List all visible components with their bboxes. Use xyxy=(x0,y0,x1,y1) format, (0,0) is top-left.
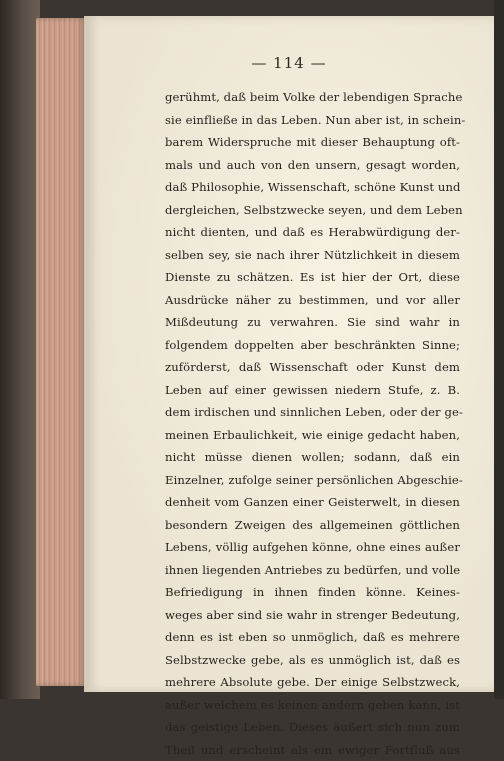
text-line: das geistige Leben. Dieses äußert sich nun zum xyxy=(165,716,460,739)
page-block-edges xyxy=(36,18,86,686)
text-line: Theil und erscheint als ein ewiger Fortfluß aus xyxy=(165,739,460,761)
text-line: Selbstzwecke gebe, als es unmöglich ist, daß es xyxy=(165,649,460,672)
text-line: nicht müsse dienen wollen; sodann, daß ein xyxy=(165,446,460,469)
text-line: denheit vom Ganzen einer Geisterwelt, in diesen xyxy=(165,491,460,514)
text-line: meinen Erbaulichkeit, wie einige gedacht haben, xyxy=(165,424,460,447)
book-cover-edge xyxy=(0,0,40,699)
text-line: außer welchem es keinen andern geben kann, ist xyxy=(165,694,460,717)
text-line: Leben auf einer gewissen niedern Stufe, z. B. xyxy=(165,379,460,402)
text-line: daß Philosophie, Wissenschaft, schöne Kunst und xyxy=(165,176,460,199)
scan-background-right xyxy=(494,0,504,699)
text-line: zuförderst, daß Wissenschaft oder Kunst dem xyxy=(165,356,460,379)
text-line: Ausdrücke näher zu bestimmen, und vor aller xyxy=(165,289,460,312)
text-line: ihnen liegenden Antriebes zu bedürfen, und volle xyxy=(165,559,460,582)
text-line: dem irdischen und sinnlichen Leben, oder der ge- xyxy=(165,401,460,424)
text-line: mehrere Absolute gebe. Der einige Selbstzweck, xyxy=(165,671,460,694)
text-line: besondern Zweigen des allgemeinen göttlichen xyxy=(165,514,460,537)
text-line: Dienste zu schätzen. Es ist hier der Ort, diese xyxy=(165,266,460,289)
text-line: folgendem doppelten aber beschränkten Sinne; xyxy=(165,334,460,357)
page-number: — 114 — xyxy=(84,54,494,72)
text-line: Lebens, völlig aufgehen könne, ohne eines außer xyxy=(165,536,460,559)
text-line: nicht dienten, und daß es Herabwürdigung der- xyxy=(165,221,460,244)
text-line: selben sey, sie nach ihrer Nützlichkeit in diesem xyxy=(165,244,460,267)
text-line: denn es ist eben so unmöglich, daß es mehrere xyxy=(165,626,460,649)
text-line: mals und auch von den unsern, gesagt worden, xyxy=(165,154,460,177)
text-line: weges aber sind sie wahr in strenger Bedeutung, xyxy=(165,604,460,627)
text-line: Einzelner, zufolge seiner persönlichen Abgeschie- xyxy=(165,469,460,492)
text-line: sie einfließe in das Leben. Nun aber ist, in schein- xyxy=(165,109,460,132)
text-line: Befriedigung in ihnen finden könne. Keines- xyxy=(165,581,460,604)
text-line: Mißdeutung zu verwahren. Sie sind wahr in xyxy=(165,311,460,334)
text-line: dergleichen, Selbstzwecke seyen, und dem Leben xyxy=(165,199,460,222)
text-line: gerühmt, daß beim Volke der lebendigen Sprache xyxy=(165,86,460,109)
text-line: barem Widerspruche mit dieser Behauptung oft- xyxy=(165,131,460,154)
body-text xyxy=(165,86,460,761)
